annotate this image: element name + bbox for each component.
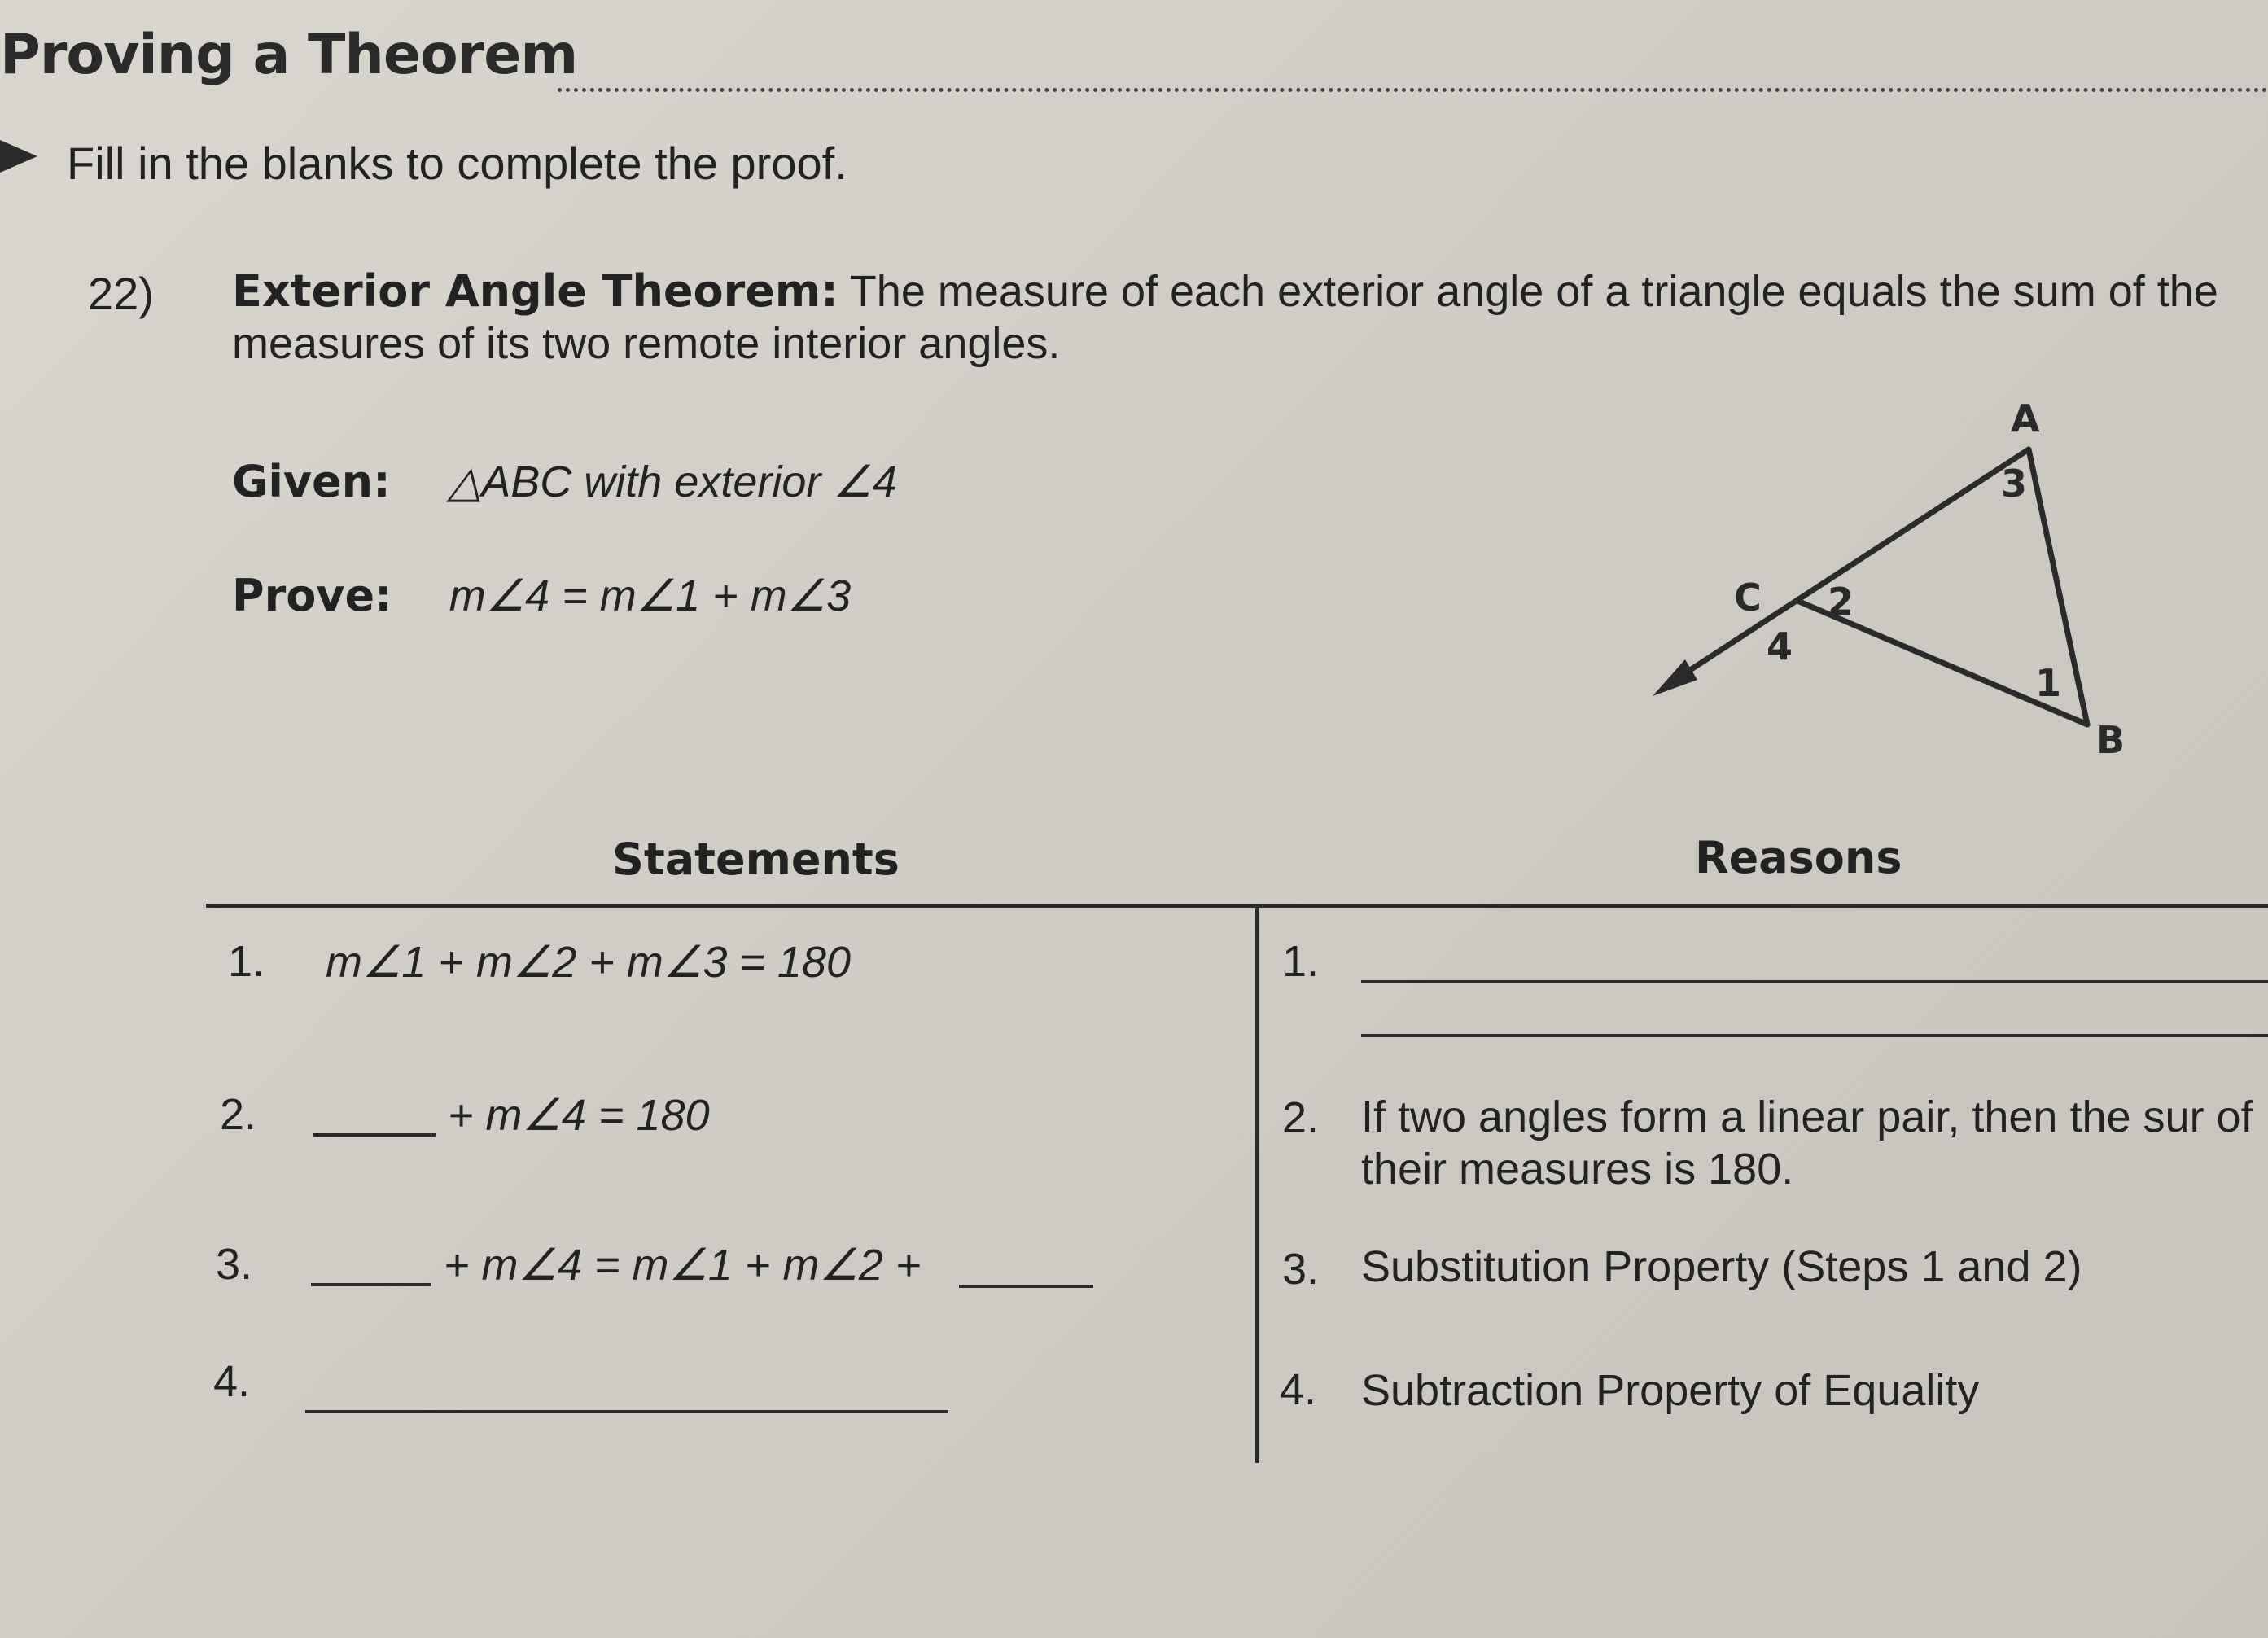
- statement-number: 2.: [220, 1090, 257, 1139]
- vertex-label-B: B: [2096, 718, 2126, 762]
- statement-2-blank[interactable]: [313, 1091, 436, 1137]
- reason-3: Substitution Property (Steps 1 and 2): [1361, 1242, 2082, 1291]
- triangle-diagram: [1653, 391, 2222, 782]
- reason-number: 4.: [1280, 1365, 1317, 1414]
- reason-1-blank-line-2[interactable]: [1361, 993, 2268, 1037]
- vertex-label-C: C: [1734, 576, 1762, 620]
- statement-4-blank[interactable]: [305, 1368, 948, 1413]
- play-arrow-icon: [0, 140, 37, 173]
- reason-number: 2.: [1282, 1093, 1320, 1142]
- reasons-header: Reasons: [1695, 832, 1902, 883]
- title-dotted-rule: [558, 88, 2268, 92]
- statement-number: 4.: [213, 1357, 251, 1406]
- prove-line: [232, 570, 851, 621]
- table-column-divider: [1255, 905, 1259, 1463]
- theorem-name: Exterior Angle Theorem:: [232, 265, 838, 317]
- statement-3-blank-1[interactable]: [311, 1241, 431, 1286]
- given-text: △ABC with exterior ∠4: [447, 458, 897, 506]
- reason-2: If two angles form a linear pair, then the sur of their measures is 180.: [1361, 1093, 2253, 1193]
- side-AC-extended: [1669, 449, 2029, 684]
- prove-label: Prove:: [232, 570, 392, 621]
- theorem-text: The measure of each exterior angle of a triangle equals the sum of the measures of its two remote interior angles.: [232, 267, 2218, 368]
- reason-1-blank-line-1[interactable]: [1361, 939, 2268, 983]
- prove-text: m∠4 = m∠1 + m∠3: [449, 572, 852, 620]
- instruction-text: Fill in the blanks to complete the proof.: [67, 138, 847, 189]
- statements-header: Statements: [612, 834, 900, 885]
- angle-label-4: 4: [1767, 624, 1793, 668]
- reason-4: Subtraction Property of Equality: [1361, 1366, 1980, 1415]
- statement-1: m∠1 + m∠2 + m∠3 = 180: [326, 938, 851, 987]
- statement-3-blank-2[interactable]: [959, 1242, 1093, 1288]
- angle-label-2: 2: [1828, 580, 1854, 624]
- statement-number: 1.: [228, 937, 265, 986]
- angle-label-1: 1: [2035, 661, 2062, 705]
- statement-number: 3.: [216, 1240, 253, 1289]
- page-title: Proving a Theorem: [0, 23, 578, 87]
- given-line: [232, 456, 897, 507]
- problem-number: 22): [88, 268, 154, 319]
- angle-label-3: 3: [2001, 462, 2028, 506]
- ray-arrowhead-icon: [1653, 659, 1697, 696]
- reason-number: 1.: [1282, 937, 1320, 986]
- reason-number: 3.: [1282, 1245, 1320, 1294]
- statement-2-text: + m∠4 = 180: [448, 1091, 710, 1140]
- table-header-rule: [206, 904, 2268, 908]
- statement-3-text: + m∠4 = m∠1 + m∠2 +: [444, 1241, 922, 1290]
- given-label: Given:: [232, 456, 391, 507]
- vertex-label-A: A: [2011, 396, 2040, 440]
- theorem-statement: [232, 265, 2235, 370]
